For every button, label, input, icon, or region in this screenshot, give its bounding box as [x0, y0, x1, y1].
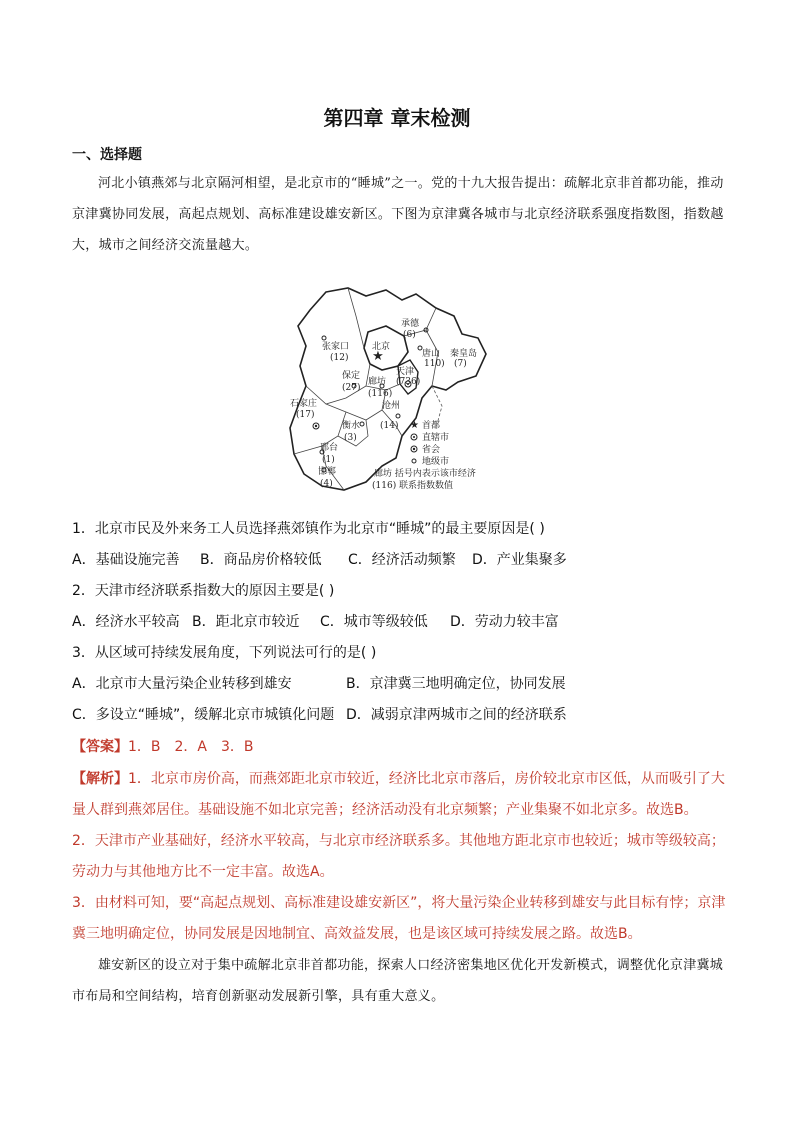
- q3-option-b: B．京津冀三地明确定位，协同发展: [346, 676, 566, 692]
- legend-prefecture-city: 地级市: [422, 457, 450, 467]
- q3-option-d: D．减弱京津两城市之间的经济联系: [346, 707, 567, 723]
- q3-option-a: A．北京市大量污染企业转移到雄安: [72, 676, 292, 692]
- analysis-item-2: 2．天津市产业基础好，经济水平较高，与北京市经济联系多。其他地方距北京市也较近；城市等级较高；劳动力与其他地方比不一定丰富。故选A。: [72, 833, 725, 880]
- qinhuangdao-index: (7): [454, 359, 467, 369]
- q2-option-c: C．城市等级较低: [320, 614, 428, 630]
- tangshan-label: 唐山: [422, 349, 441, 359]
- baoding-index: (27): [342, 383, 361, 393]
- chengde-index: (6): [403, 330, 416, 340]
- q2-option-a: A．经济水平较高: [72, 614, 180, 630]
- beijing-label: 北京: [372, 342, 391, 352]
- shijiazhuang-index: (17): [296, 410, 315, 420]
- zhangjiakou-label: 张家口: [322, 342, 350, 352]
- intro-paragraph: 河北小镇燕郊与北京隔河相望，是北京市的“睡城”之一。党的十九大报告提出：疏解北京非首都功能，推动京津冀协同发展，高起点规划、高标准建设雄安新区。下图为京津冀各城市与北京经济联系强度指数图，指数越大，城市之间经济交流量越大。: [72, 176, 724, 253]
- legend-capital: 首都: [422, 421, 441, 431]
- chengde-label: 承德: [401, 319, 420, 329]
- section-heading: 一、选择题: [72, 147, 142, 163]
- xingtai-index: (1): [322, 455, 335, 465]
- q2-option-b: B．距北京市较近: [192, 614, 300, 630]
- hengshui-label: 衡水: [342, 421, 361, 431]
- jingjinji-map: [286, 286, 516, 496]
- beijing-star: ★: [372, 349, 384, 364]
- page-title: 第四章 章末检测: [323, 106, 471, 130]
- langfang-label: 廊坊: [368, 377, 387, 387]
- analysis-label: 【解析】: [72, 771, 128, 787]
- tianjin-index: (736): [396, 377, 421, 387]
- zhangjiakou-index: (12): [330, 353, 349, 363]
- q1-option-a: A．基础设施完善: [72, 552, 180, 568]
- analysis-item-3: 3．由材料可知，要“高起点规划、高标准建设雄安新区”，将大量污染企业转移到雄安与此目标有悖；京津冀三地明确定位，协同发展是因地制宜、高效益发展，也是该区域可持续发展之路。故选B。: [72, 895, 726, 942]
- hengshui-index: (3): [344, 433, 357, 443]
- q1-option-b: B．商品房价格较低: [200, 552, 322, 568]
- q3-option-c: C．多设立“睡城”，缓解北京市城镇化问题: [72, 707, 335, 723]
- handan-index: (4): [320, 479, 333, 489]
- handan-label: 邯郸: [318, 467, 337, 477]
- svg-text:★: ★: [410, 420, 419, 431]
- q2-option-d: D．劳动力较丰富: [450, 614, 559, 630]
- cangzhou-index: (14): [380, 421, 399, 431]
- q1-option-c: C．经济活动频繁: [348, 552, 456, 568]
- question-3-stem: 3．从区域可持续发展角度，下列说法可行的是( ): [72, 645, 377, 661]
- closing-paragraph: 雄安新区的设立对于集中疏解北京非首都功能，探索人口经济密集地区优化开发新模式，调整优化京津冀城市布局和空间结构，培育创新驱动发展新引擎，具有重大意义。: [72, 958, 724, 1004]
- legend-municipality: 直辖市: [422, 433, 450, 443]
- langfang-index: (116): [368, 389, 393, 399]
- analysis-item-1: 【解析】1．北京市房价高，而燕郊距北京市较近，经济比北京市落后，房价较北京市区低，从而吸引了大量人群到燕郊居住。基础设施不如北京完善；经济活动没有北京频繁；产业集聚不如北京多。故选B。: [72, 771, 725, 818]
- question-1-stem: 1．北京市民及外来务工人员选择燕郊镇作为北京市“睡城”的最主要原因是( ): [72, 521, 545, 537]
- baoding-label: 保定: [342, 371, 361, 381]
- tianjin-label: 天津: [396, 367, 415, 377]
- question-2-stem: 2．天津市经济联系指数大的原因主要是( ): [72, 583, 335, 599]
- cangzhou-label: 沧州: [382, 401, 401, 411]
- legend-note-line2: (116) 联系指数数值: [372, 481, 454, 491]
- xingtai-label: 邢台: [320, 443, 339, 453]
- legend-provincial-capital: 省会: [422, 445, 441, 455]
- tangshan-index: 110): [424, 359, 445, 369]
- answer-line: [72, 736, 254, 756]
- answer-text: 1．B 2．A 3．B: [128, 739, 254, 755]
- shijiazhuang-label: 石家庄: [290, 399, 318, 409]
- answer-label: 【答案】: [72, 739, 128, 755]
- legend-note-line1: 廊坊 括号内表示该市经济: [374, 469, 476, 479]
- q1-option-d: D．产业集聚多: [472, 552, 567, 568]
- qinhuangdao-label: 秦皇岛: [450, 349, 478, 359]
